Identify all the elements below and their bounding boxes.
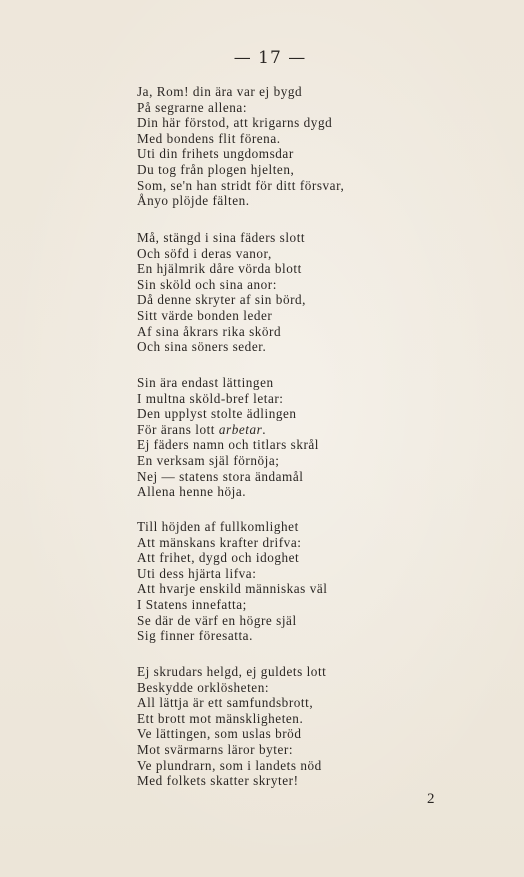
poem-line: För ärans lott arbetar. bbox=[137, 421, 267, 437]
poem-line: Uti dess hjärta lifva: bbox=[137, 565, 257, 581]
poem-line: I Statens innefatta; bbox=[137, 596, 247, 612]
poem-line: Och söfd i deras vanor, bbox=[137, 245, 272, 261]
poem-line: Sin sköld och sina anor: bbox=[137, 276, 277, 292]
poem-line: En hjälmrik dåre vörda blott bbox=[137, 261, 302, 277]
poem-line: Nej — statens stora ändamål bbox=[137, 468, 304, 484]
poem-line: Sig finner föresatta. bbox=[137, 628, 253, 644]
poem-line: Med bondens flit förena. bbox=[137, 130, 281, 146]
poem-line: Sin ära endast lättingen bbox=[137, 375, 274, 390]
poem-line: Den upplyst stolte ädlingen bbox=[137, 406, 297, 422]
poem-line: Ve lättingen, som uslas bröd bbox=[137, 726, 302, 742]
poem-line: Du tog från plogen hjelten, bbox=[137, 161, 295, 177]
poem-line: Till höjden af fullkomlighet bbox=[137, 519, 299, 534]
poem-line: Ja, Rom! din ära var ej bygd bbox=[137, 84, 303, 99]
poem-line: Ånyo plöjde fälten. bbox=[137, 193, 250, 209]
poem-line: På segrarne allena: bbox=[137, 99, 248, 115]
poem-line: Ej fäders namn och titlars skrål bbox=[137, 437, 320, 453]
poem-line: Sitt värde bonden leder bbox=[137, 307, 273, 323]
stanza-1 bbox=[137, 84, 507, 209]
poem-line: Uti din frihets ungdomsdar bbox=[137, 146, 294, 162]
poem-line: Med folkets skatter skryter! bbox=[137, 773, 299, 789]
poem-line: Ett brott mot mänskligheten. bbox=[137, 710, 304, 726]
poem-line: Se där de värf en högre själ bbox=[137, 612, 297, 628]
poem-line: Att frihet, dygd och idoghet bbox=[137, 550, 300, 566]
poem-line: All lättja är ett samfundsbrott, bbox=[137, 695, 314, 711]
stanza-3 bbox=[137, 375, 507, 500]
page-number: — 17 — bbox=[233, 48, 307, 68]
signature-mark: 2 bbox=[427, 791, 435, 807]
poem-line: Allena henne höja. bbox=[137, 484, 247, 500]
stanza-4 bbox=[137, 519, 507, 644]
poem-line: Beskydde orklösheten: bbox=[137, 679, 270, 695]
stanza-2 bbox=[137, 230, 507, 355]
poem-line: I multna sköld-bref letar: bbox=[137, 390, 284, 406]
poem-line: Att mänskans krafter drifva: bbox=[137, 534, 302, 550]
poem-line: Då denne skryter af sin börd, bbox=[137, 292, 307, 308]
poem-line: Som, se'n han stridt för ditt försvar, bbox=[137, 177, 345, 193]
poem-line: Ej skrudars helgd, ej guldets lott bbox=[137, 664, 327, 679]
stanza-5 bbox=[137, 664, 507, 789]
poem-line: Att hvarje enskild människas väl bbox=[137, 581, 328, 597]
poem-line: Ve plundrarn, som i landets nöd bbox=[137, 757, 322, 773]
poem-line: Och sina söners seder. bbox=[137, 339, 267, 355]
poem-line: Af sina åkrars rika skörd bbox=[137, 323, 282, 339]
poem-line: Din här förstod, att krigarns dygd bbox=[137, 115, 333, 131]
poem-line: Må, stängd i sina fäders slott bbox=[137, 230, 306, 245]
poem-line: En verksam själ förnöja; bbox=[137, 452, 280, 468]
poem-line: Mot svärmarns läror byter: bbox=[137, 741, 294, 757]
